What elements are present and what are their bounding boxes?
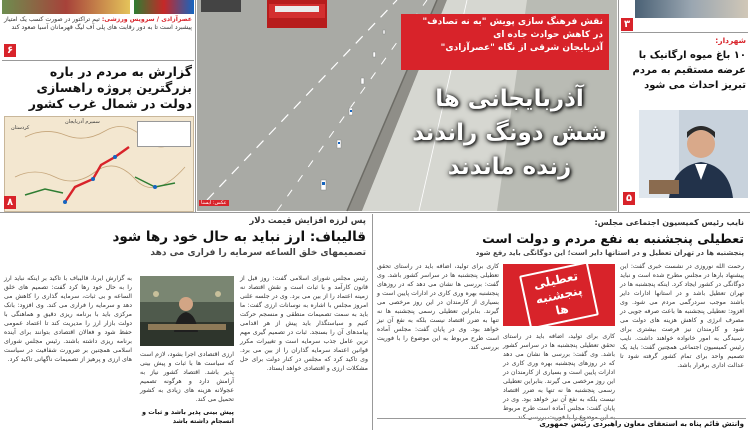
sport-photo xyxy=(134,0,194,14)
map-story[interactable] xyxy=(2,62,194,212)
qalibaf-photo xyxy=(140,276,234,346)
caption-line: نقش فرهنگ سازی پویش "به نه تصادف" xyxy=(422,17,603,27)
page-number-badge: ۳ xyxy=(621,18,633,31)
column-divider xyxy=(372,214,373,430)
main-photo[interactable] xyxy=(197,0,617,211)
caption-line: آذربایجان شرقی از نگاه "عصرآزادی" xyxy=(440,43,603,53)
parliament-photo xyxy=(140,276,234,346)
qalibaf-headline: قالیباف: ارز نباید به حال خود رها شود xyxy=(112,229,366,245)
closure-body-center: کاری برای تولید، اضافه باید در راستای تحقق تعطیلی پنجشنبه ها در سراسر کشور باشد. وی گفت: بررسی ها نشان می دهد که در روزهای پنجشنبه بهره وری کاری در ادارات پایین است و بسیاری از کارمندان در این روز مرخصی می گیرند. بنابراین تعطیلی رسمی پنجشنبه ها نه تنها به ضرر اقتصاد نیست بلکه به نفع آن نیز خواهد بود. وی در پایان گفت: مجلس آماده است طرح مربوط xyxy=(503,333,615,412)
closure-kicker: نایب رئیس کمیسیون اجتماعی مجلس: xyxy=(594,218,744,227)
teaser-divider xyxy=(621,32,748,33)
mayor-headline: ۱۰ باغ میوه ارگانیک با عرضه مستقیم به مردم تبریز احداث می شود xyxy=(632,50,746,91)
route-map xyxy=(4,116,194,212)
qalibaf-body-mid: رئیس مجلس شورای اسلامی گفت: روز قبل از قانون کارآمد و با ثبات است و نقش اقتصاد نه زمینه اعتماد را از بین می برد. وی در جلسه علنی امروز مجلس با اشاره به نوسانات ارزی گفت: ما باید به سمت تصمیمات منطقی و منسجم حرکت کنیم و سیاستگذار باید پیش از هر اقدامی پیامدهای آن را بسنجد. ثبات در تصمیم گیری مهم ترین عامل جذب سرمایه است و تغییرات مکرر قوانین اعتماد سرمایه گذاران را از بین می برد. وی تاکید کرد که مجلس در کنار دولت برای حل مشکلات ارزی و اقتصادی خواهد ایستاد. xyxy=(240,275,368,372)
teaser-divider xyxy=(2,60,194,61)
qalibaf-body-left: به گزارش ایرنا، قالیباف با تاکید بر اینکه نباید ارز را به حال خود رها کرد گفت: تصمیم های خلق الساعه و بی ثبات، سرمایه گذاری را کاهش می دهد و سرمایه را فراری می کند. وی افزود: بانک مرکزی باید با برنامه ریزی دقیق و هماهنگی با دولت بازار ارز را مدیریت کند تا اعتماد عمومی حفظ شود و فعالان اقتصادی بتوانند برای آینده برنامه ریزی داشته باشند. رئیس مجلس شورای اسلامی همچنین بر ضرورت شفافیت در سیاست های ارزی و پرهیز از تصمیمات ناگهانی تاکید کرد. xyxy=(4,275,132,363)
right-top-photo xyxy=(635,0,748,18)
map-story-headline: گزارش به مردم در باره بزرگترین پروژه راهسازی دولت در شمال غرب کشور xyxy=(28,64,192,111)
closure-stamp xyxy=(503,264,615,326)
qalibaf-kicker: پس لرزه افزایش قیمت دلار xyxy=(249,216,366,226)
closure-body-right: رحمت الله نوروزی در نشست خبری گفت: این پیشنهاد بارها در مجلس مطرح شده است و نباید دوگانگی در کشور ایجاد کرد. اینکه پنجشنبه ها در تهران تعطیل باشد و در استانها ادارات دایر باشند موجب سردرگمی مردم می شود. وی افزود: تعطیلی پنجشنبه ها باعث صرفه جویی در مصرف انرژی و کاهش هزینه های دولت می شود و کارمندان نیز فرصت بیشتری برای رسیدگی به امور خانواده خواهند داشت. نایب رئیس کمیسیون اجتماعی همچنین گفت: باید یک تصمیم واحد برای تمام کشور گرفته شود تا عدالت اداری برقرار باشد. xyxy=(620,263,744,369)
closure-story[interactable] xyxy=(375,214,748,430)
mayor-portrait xyxy=(639,110,748,198)
page-number-badge: ۸ xyxy=(4,196,16,209)
bottom-teaser-headline: وانتش قائم پناه به استعفای معاون راهبردی رئیس جمهوری xyxy=(539,420,744,428)
mayor-kicker: شهردار: xyxy=(715,36,746,45)
photo-caption-box xyxy=(401,14,609,70)
photo-credit: عکس: ایسنا xyxy=(201,200,227,206)
qalibaf-story[interactable] xyxy=(2,214,370,430)
column-divider xyxy=(618,0,619,212)
right-top-teaser[interactable] xyxy=(621,0,748,32)
sport-teaser[interactable] xyxy=(2,0,194,60)
page-number-badge: ۶ xyxy=(4,44,16,57)
map-inset xyxy=(137,121,191,147)
mayor-story[interactable] xyxy=(621,34,748,210)
column-divider xyxy=(195,0,196,212)
map-title: سمیرم آذربایجان xyxy=(65,119,100,125)
qalibaf-body-bottom: ارزی اقتصادی اجرا بشود، لازم است که سیاست ها با ثبات و پیش بینی پذیر باشد. اقتصاد کشور نیاز به آرامش دارد و هرگونه تصمیم عجولانه هزینه های زیادی به کشور تحمیل می کند. xyxy=(140,351,234,403)
section-divider xyxy=(0,212,750,213)
qalibaf-bottom-headline: پیش بینی پذیر باشد و ثبات و انسجام داشته باشد xyxy=(141,408,234,425)
map-region-label: کردستان xyxy=(11,125,30,131)
closure-body-left: کاری برای تولید، اضافه باید در راستای تحقق تعطیلی پنجشنبه ها در سراسر کشور باشد. وی گفت: بررسی ها نشان می دهد که در روزهای پنجشنبه بهره وری کاری در ادارات پایین است و بسیاری از کارمندان در این روز مرخصی می گیرند. بنابراین تعطیلی رسمی پنجشنبه ها نه تنها به ضرر اقتصاد نیست بلکه به نفع آن نیز خواهد بود. وی در پایان گفت: مجلس آماده است طرح مربوط به این موضوع را با فوریت بررسی کند. xyxy=(377,263,499,351)
qalibaf-subhead: تصمیمهای خلق الساعه سرمایه را فراری می دهد xyxy=(150,248,366,258)
sport-teaser-text xyxy=(4,16,192,46)
caption-line: در کاهش حوادث جاده ای xyxy=(493,30,603,40)
closure-stamp-text: تعطیلی پنجشنبه ها xyxy=(519,261,599,329)
page-number-badge: ۵ xyxy=(623,192,635,205)
sport-body: تیم تراکتور در صورت کسب یک امتیاز پیشبرد است تا به دور رقابت های پلی آف لیگ قهرمانان آسیا صعود کند xyxy=(4,16,192,31)
closure-subhead: پنجشنبه ها در تهران تعطیل و در استانها دایر است؛ این دوگانگی باید رفع شود xyxy=(475,249,744,257)
sport-photo-strip xyxy=(2,0,130,14)
closure-headline: تعطیلی پنجشنبه به نفع مردم و دولت است xyxy=(482,231,744,246)
mayor-photo xyxy=(639,110,748,198)
sport-kicker: عصرآزادی / سرویس ورزشی: xyxy=(101,16,193,23)
bottom-divider xyxy=(377,418,746,419)
main-headline: آذربایجانی ها شش دونگ راندند زنده ماندند xyxy=(412,86,607,180)
